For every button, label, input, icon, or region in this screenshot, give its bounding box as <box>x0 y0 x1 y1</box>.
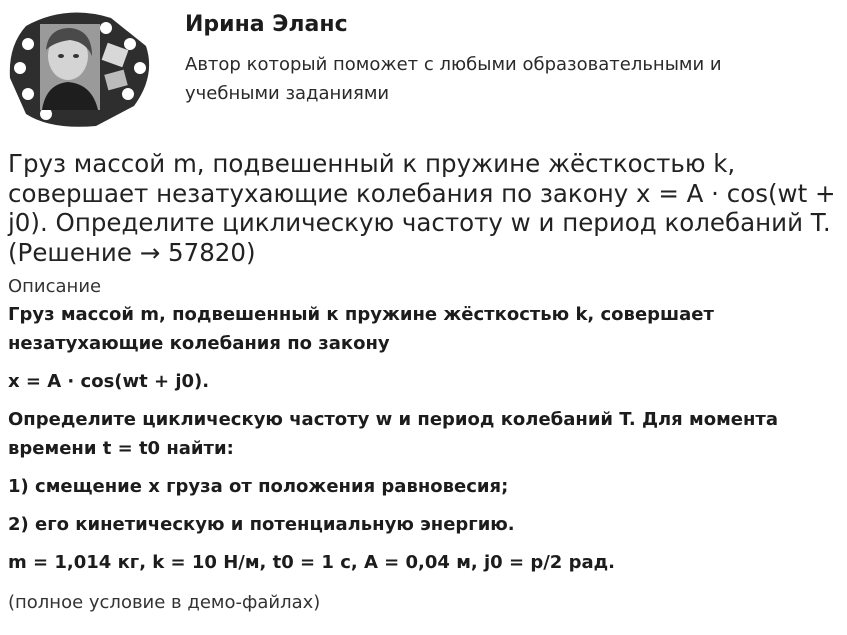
description-label: Описание <box>8 276 102 297</box>
description-paragraph: Определите циклическую частоту w и период колебаний T. Для момента времени t = t0 найти: <box>8 409 779 459</box>
description-paragraph: m = 1,014 кг, k = 10 Н/м, t0 = 1 с, A = 0,04 м, j0 = p/2 рад. <box>8 552 615 573</box>
description-paragraph: 1) смещение x груза от положения равновесия; <box>8 476 509 497</box>
film-reel-portrait-icon <box>10 13 149 127</box>
author-card <box>0 0 847 135</box>
author-description: Автор который поможет с любыми образовательными и учебными заданиями <box>185 54 722 104</box>
author-name[interactable]: Ирина Эланс <box>185 12 348 37</box>
footnote: (полное условие в демо-файлах) <box>8 592 321 613</box>
description-paragraph: Груз массой m, подвешенный к пружине жёсткостью k, совершает незатухающие колебания по закону <box>8 304 714 354</box>
description-paragraph: x = A · cos(wt + j0). <box>8 371 210 392</box>
description-paragraph: 2) его кинетическую и потенциальную энергию. <box>8 514 515 535</box>
description-body <box>8 300 843 586</box>
task-title: Груз массой m, подвешенный к пружине жёсткостью k, совершает незатухающие колебания по закону x = A · cos(wt + j0). Определите циклическую частоту w и период колебаний T. (Решение → 57820) <box>8 149 836 267</box>
author-avatar[interactable] <box>6 6 151 128</box>
